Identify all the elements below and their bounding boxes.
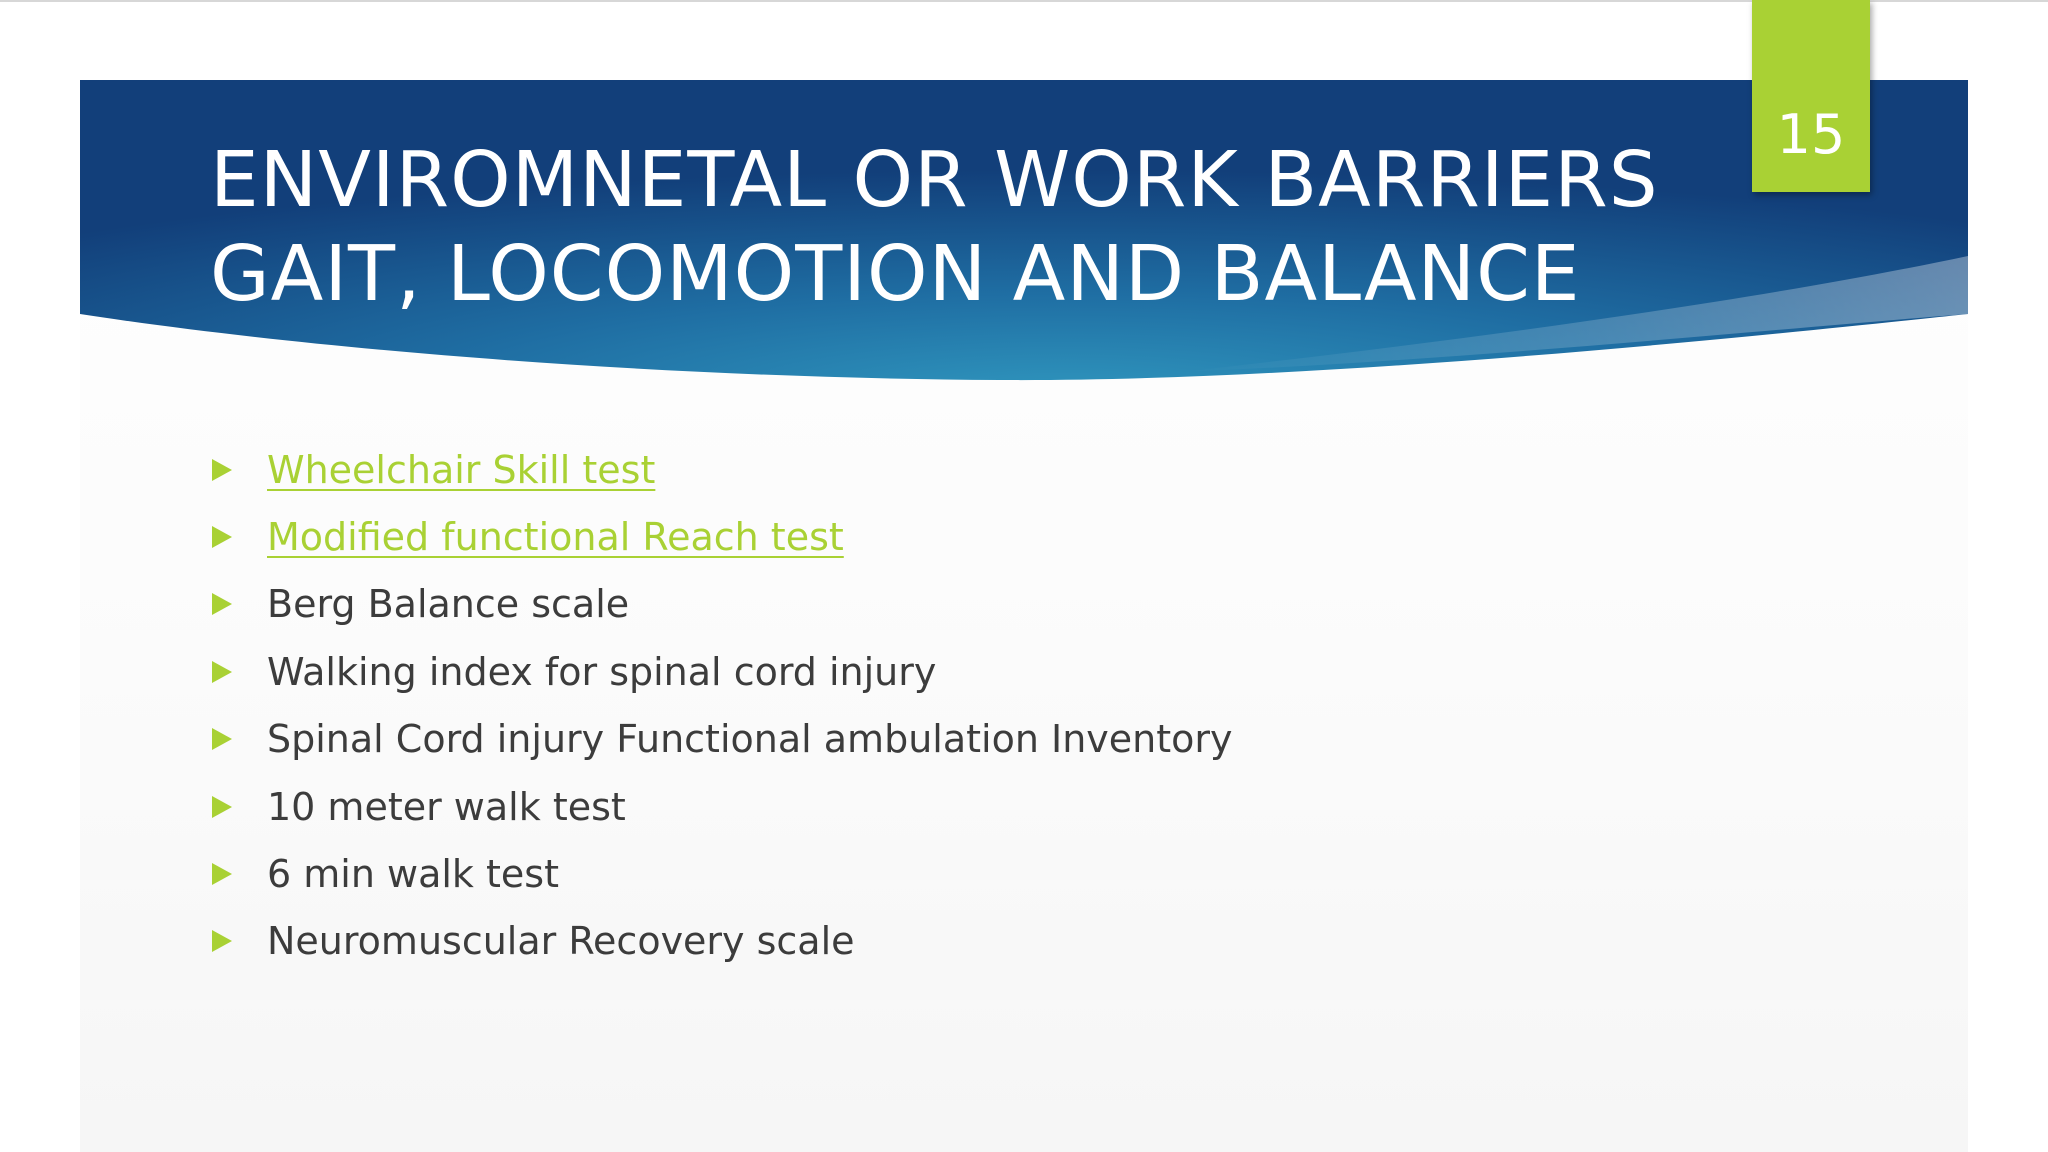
bullet-item (210, 773, 1710, 840)
bullet-arrow-icon (212, 728, 232, 750)
bullet-item (210, 840, 1710, 907)
slide-title (210, 134, 1710, 322)
bullet-arrow-icon (212, 459, 232, 481)
slide-title-line-1: ENVIROMNETAL OR WORK BARRIERS (210, 136, 1659, 225)
bullet-item (210, 706, 1710, 773)
bullet-text: Neuromuscular Recovery scale (267, 919, 855, 964)
bullet-item (210, 503, 1710, 570)
bullet-item (210, 436, 1710, 503)
bullet-arrow-icon (212, 661, 232, 683)
bullet-arrow-icon (212, 796, 232, 818)
bullet-arrow-icon (212, 930, 232, 952)
wheelchair-skill-test-link[interactable]: Wheelchair Skill test (267, 447, 656, 492)
page-number: 15 (1776, 103, 1846, 166)
page-number-tab (1752, 0, 1870, 192)
bullet-item (210, 638, 1710, 705)
bullet-text: 10 meter walk test (267, 784, 626, 829)
bullet-text: Spinal Cord injury Functional ambulation Inventory (267, 717, 1233, 762)
bullet-item (210, 571, 1710, 638)
bullet-arrow-icon (212, 863, 232, 885)
bullet-arrow-icon (212, 593, 232, 615)
bullet-text: 6 min walk test (267, 852, 559, 897)
bullet-list (210, 436, 1710, 975)
bullet-text: Berg Balance scale (267, 582, 630, 627)
bullet-text: Walking index for spinal cord injury (267, 649, 937, 694)
bullet-item (210, 908, 1710, 975)
slide-title-line-2: GAIT, LOCOMOTION AND BALANCE (210, 230, 1581, 319)
bullet-arrow-icon (212, 526, 232, 548)
modified-functional-reach-test-link[interactable]: Modified functional Reach test (267, 515, 844, 560)
